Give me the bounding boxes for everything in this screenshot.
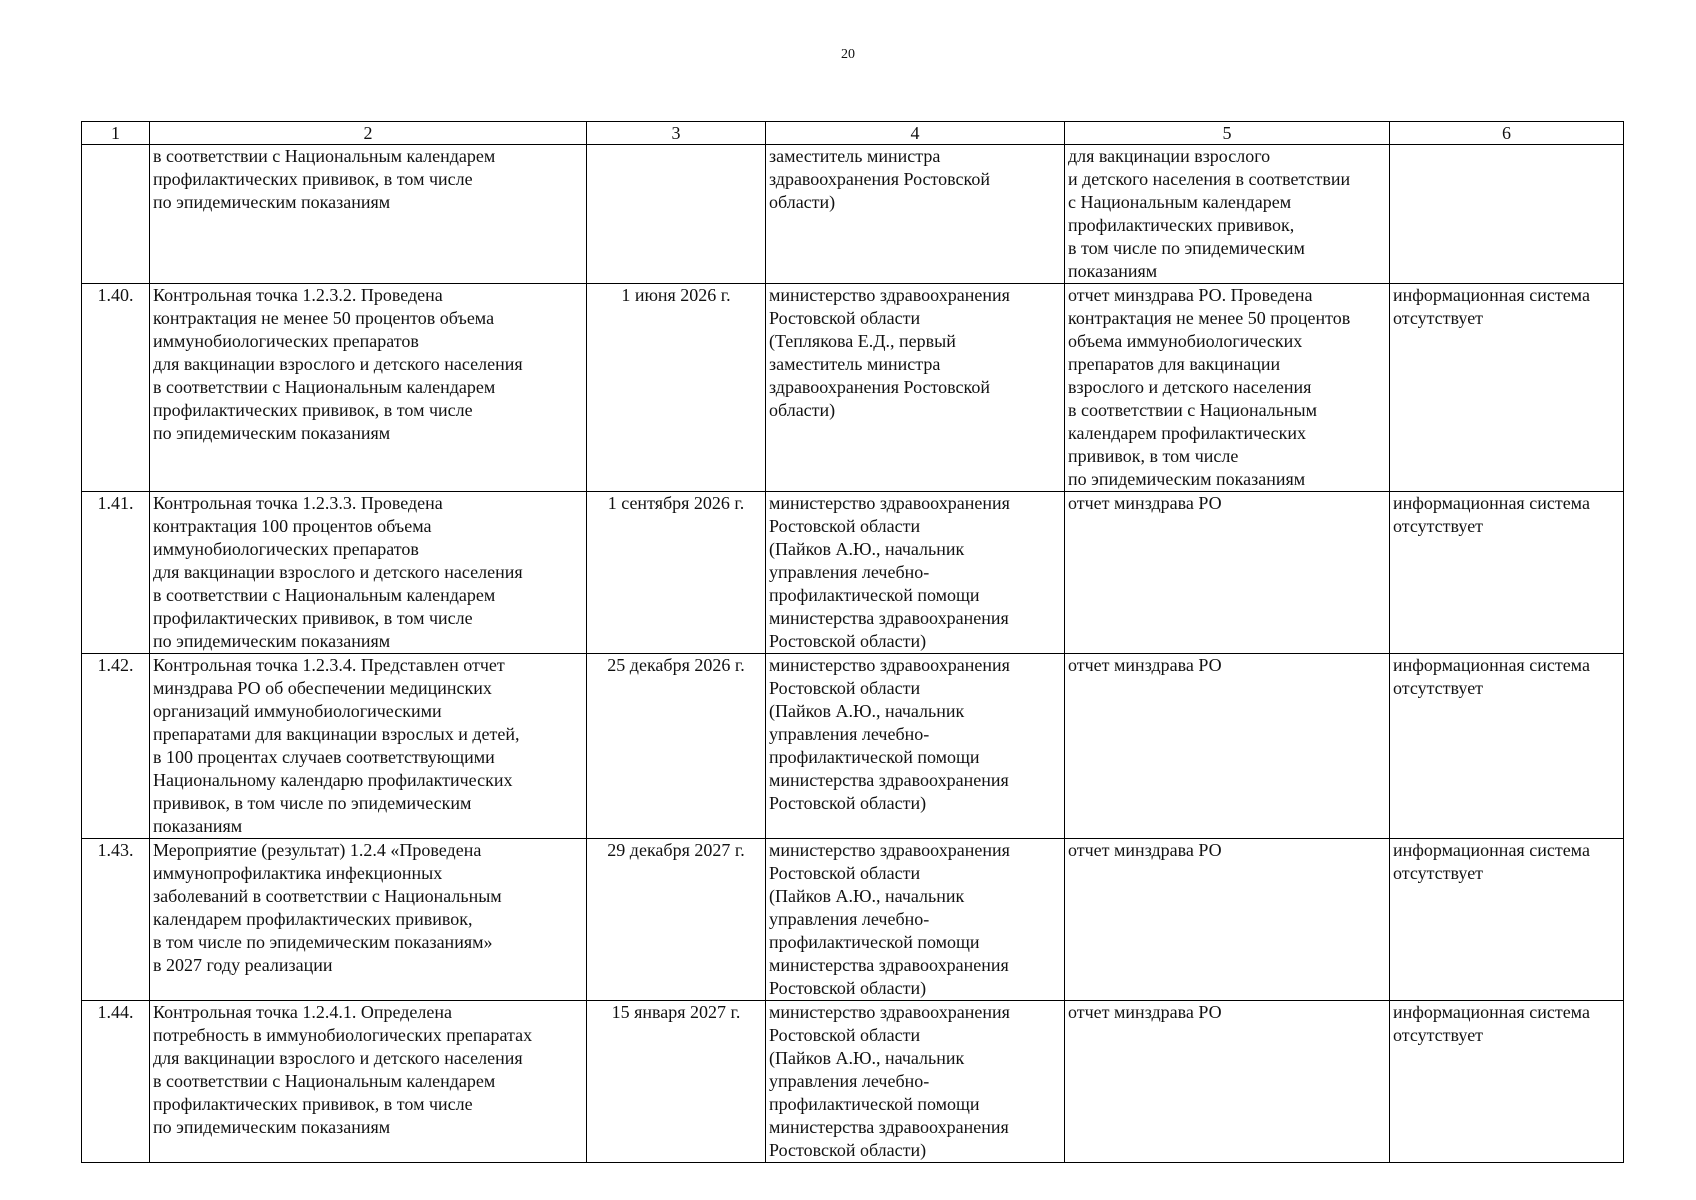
date-cell xyxy=(587,145,766,284)
responsible-cell: министерство здравоохранения Ростовской области (Пайков А.Ю., начальник управления лечебно- профилактической помощи министерства здравоохранения Ростовской области) xyxy=(766,839,1065,1001)
date-cell: 1 сентября 2026 г. xyxy=(587,492,766,654)
header-row xyxy=(82,122,1624,145)
event-cell: Мероприятие (результат) 1.2.4 «Проведена иммунопрофилактика инфекционных заболеваний в соответствии с Национальным календарем профилактических прививок, в том числе по эпидемическим показаниям» в 2027 году реализации xyxy=(150,839,587,1001)
document-cell: отчет минздрава РО. Проведена контрактация не менее 50 процентов объема иммунобиологических препаратов для вакцинации взрослого и детского населения в соответствии с Национальным календарем профилактических прививок, в том числе по эпидемическим показаниям xyxy=(1065,284,1390,492)
responsible-cell: министерство здравоохранения Ростовской области (Пайков А.Ю., начальник управления лечебно- профилактической помощи министерства здравоохранения Ростовской области) xyxy=(766,654,1065,839)
row-number: 1.43. xyxy=(82,839,150,1001)
column-header-6: 6 xyxy=(1390,122,1624,145)
event-cell: Контрольная точка 1.2.4.1. Определена потребность в иммунобиологических препаратах для вакцинации взрослого и детского населения в соответствии с Национальным календарем профилактических прививок, в том числе по эпидемическим показаниям xyxy=(150,1001,587,1163)
date-cell: 1 июня 2026 г. xyxy=(587,284,766,492)
system-cell xyxy=(1390,145,1624,284)
row-number xyxy=(82,145,150,284)
table-row xyxy=(82,492,1624,654)
column-header-5: 5 xyxy=(1065,122,1390,145)
date-cell: 25 декабря 2026 г. xyxy=(587,654,766,839)
document-cell: для вакцинации взрослого и детского населения в соответствии с Национальным календарем профилактических прививок, в том числе по эпидемическим показаниям xyxy=(1065,145,1390,284)
table-row xyxy=(82,284,1624,492)
document-cell: отчет минздрава РО xyxy=(1065,839,1390,1001)
table-row xyxy=(82,1001,1624,1163)
document-cell: отчет минздрава РО xyxy=(1065,654,1390,839)
page-number: 20 xyxy=(841,47,855,62)
column-header-3: 3 xyxy=(587,122,766,145)
column-header-4: 4 xyxy=(766,122,1065,145)
system-cell: информационная система отсутствует xyxy=(1390,492,1624,654)
document-cell: отчет минздрава РО xyxy=(1065,492,1390,654)
system-cell: информационная система отсутствует xyxy=(1390,654,1624,839)
table-row xyxy=(82,145,1624,284)
row-number: 1.41. xyxy=(82,492,150,654)
column-header-1: 1 xyxy=(82,122,150,145)
row-number: 1.40. xyxy=(82,284,150,492)
date-cell: 29 декабря 2027 г. xyxy=(587,839,766,1001)
column-header-2: 2 xyxy=(150,122,587,145)
row-number: 1.42. xyxy=(82,654,150,839)
responsible-cell: министерство здравоохранения Ростовской области (Пайков А.Ю., начальник управления лечебно- профилактической помощи министерства здравоохранения Ростовской области) xyxy=(766,1001,1065,1163)
table-row xyxy=(82,654,1624,839)
system-cell: информационная система отсутствует xyxy=(1390,839,1624,1001)
event-cell: в соответствии с Национальным календарем профилактических прививок, в том числе по эпидемическим показаниям xyxy=(150,145,587,284)
responsible-cell: министерство здравоохранения Ростовской области (Пайков А.Ю., начальник управления лечебно- профилактической помощи министерства здравоохранения Ростовской области) xyxy=(766,492,1065,654)
row-number: 1.44. xyxy=(82,1001,150,1163)
event-cell: Контрольная точка 1.2.3.4. Представлен отчет минздрава РО об обеспечении медицинских организаций иммунобиологическими препаратами для вакцинации взрослых и детей, в 100 процентах случаев соответствующими Национальному календарю профилактических прививок, в том числе по эпидемическим показаниям xyxy=(150,654,587,839)
event-cell: Контрольная точка 1.2.3.3. Проведена контрактация 100 процентов объема иммунобиологических препаратов для вакцинации взрослого и детского населения в соответствии с Национальным календарем профилактических прививок, в том числе по эпидемическим показаниям xyxy=(150,492,587,654)
table-row xyxy=(82,839,1624,1001)
event-cell: Контрольная точка 1.2.3.2. Проведена контрактация не менее 50 процентов объема иммунобиологических препаратов для вакцинации взрослого и детского населения в соответствии с Национальным календарем профилактических прививок, в том числе по эпидемическим показаниям xyxy=(150,284,587,492)
responsible-cell: министерство здравоохранения Ростовской области (Теплякова Е.Д., первый заместитель министра здравоохранения Ростовской области) xyxy=(766,284,1065,492)
date-cell: 15 января 2027 г. xyxy=(587,1001,766,1163)
document-cell: отчет минздрава РО xyxy=(1065,1001,1390,1163)
system-cell: информационная система отсутствует xyxy=(1390,284,1624,492)
responsible-cell: заместитель министра здравоохранения Ростовской области) xyxy=(766,145,1065,284)
plan-table xyxy=(81,121,1624,1163)
system-cell: информационная система отсутствует xyxy=(1390,1001,1624,1163)
